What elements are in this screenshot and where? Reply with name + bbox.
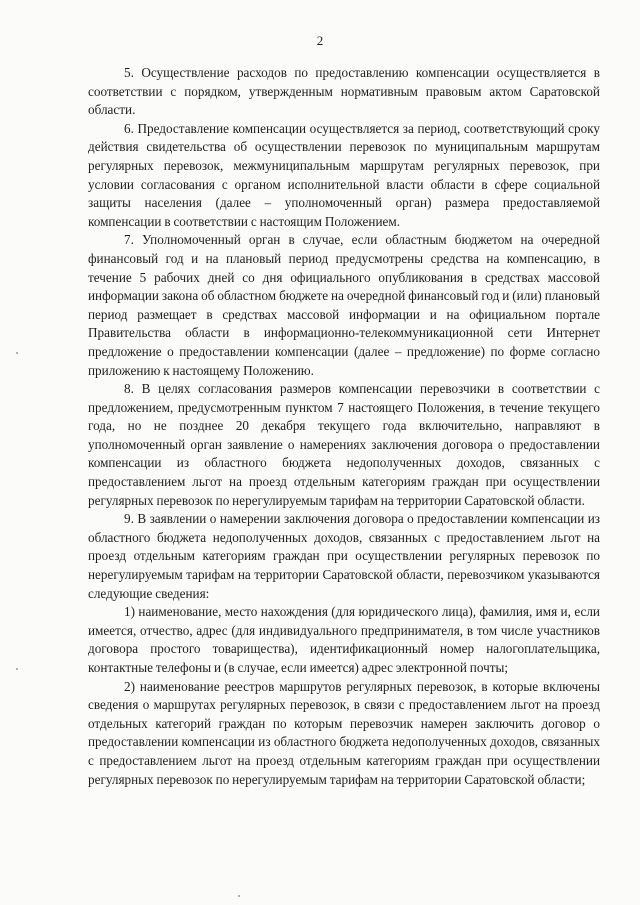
- page-number: 2: [316, 33, 324, 48]
- scan-speck: [238, 895, 240, 897]
- scan-speck: [16, 668, 18, 670]
- scan-speck: [16, 352, 18, 354]
- paragraph-7: 7. Уполномоченный орган в случае, если областным бюджетом на очередной финансовый год и на плановый период предусмотрены средства на компенсацию, в течение 5 рабочих дней со дня официального опубликования в средствах массовой информации закона об областном бюджете на очередной финансовый год и (или) плановый период размещает в средствах массовой информации и на официальном портале Правительства области в информационно-телекоммуникационной сети Интернет предложение о предоставлении компенсации (далее – предложение) по форме согласно приложению к настоящему Положению.: [88, 232, 600, 378]
- paragraph-5: 5. Осуществление расходов по предоставлению компенсации осуществляется в соответствии с порядком, утвержденным нормативным правовым актом Саратовской области.: [88, 65, 600, 118]
- paragraph-8: 8. В целях согласования размеров компенсации перевозчики в соответствии с предложением, предусмотренным пунктом 7 настоящего Положения, в течение текущего года, но не позднее 20 декабря текущего года включительно, направляют в уполномоченный орган заявление о намерениях заключения договора о предоставлении компенсации из областного бюджета недополученных доходов, связанных с предоставлением льгот на проезд отдельным категориям граждан при осуществлении регулярных перевозок по нерегулируемым тарифам на территории Саратовской области.: [88, 381, 600, 508]
- paragraph-9-item-2: 2) наименование реестров маршрутов регулярных перевозок, в которые включены сведения о маршрутах регулярных перевозок, в связи с предоставлением льгот на проезд отдельных категорий граждан по которым перевозчик намерен заключить договор о предоставлении компенсации из областного бюджета недополученных доходов, связанных с предоставлением льгот на проезд отдельным категориям граждан при осуществлении регулярных перевозок по нерегулируемым тарифам на территории Саратовской области;: [88, 678, 600, 787]
- paragraph-9-item-1: 1) наименование, место нахождения (для юридического лица), фамилия, имя и, если имеется, отчество, адрес (для индивидуального предпринимателя, в том числе участников договора простого товарищества), идентификационный номер налогоплательщика, контактные телефоны и (в случае, если имеется) адрес электронной почты;: [88, 604, 600, 675]
- paragraph-6: 6. Предоставление компенсации осуществляется за период, соответствующий сроку действия свидетельства об осуществлении перевозок по муниципальным маршрутам регулярных перевозок, межмуниципальным маршрутам регулярных перевозок, при условии согласования с органом исполнительной власти области в сфере социальной защиты населения (далее – уполномоченный орган) размера предоставляемой компенсации в соответствии с настоящим Положением.: [88, 120, 600, 229]
- paragraph-9: 9. В заявлении о намерении заключения договора о предоставлении компенсации из областного бюджета недополученных доходов, связанных с предоставлением льгот на проезд отдельным категориям граждан при осуществлении регулярных перевозок по нерегулируемым тарифам на территории Саратовской области, перевозчиком указываются следующие сведения:: [88, 511, 600, 601]
- document-body: [88, 64, 600, 789]
